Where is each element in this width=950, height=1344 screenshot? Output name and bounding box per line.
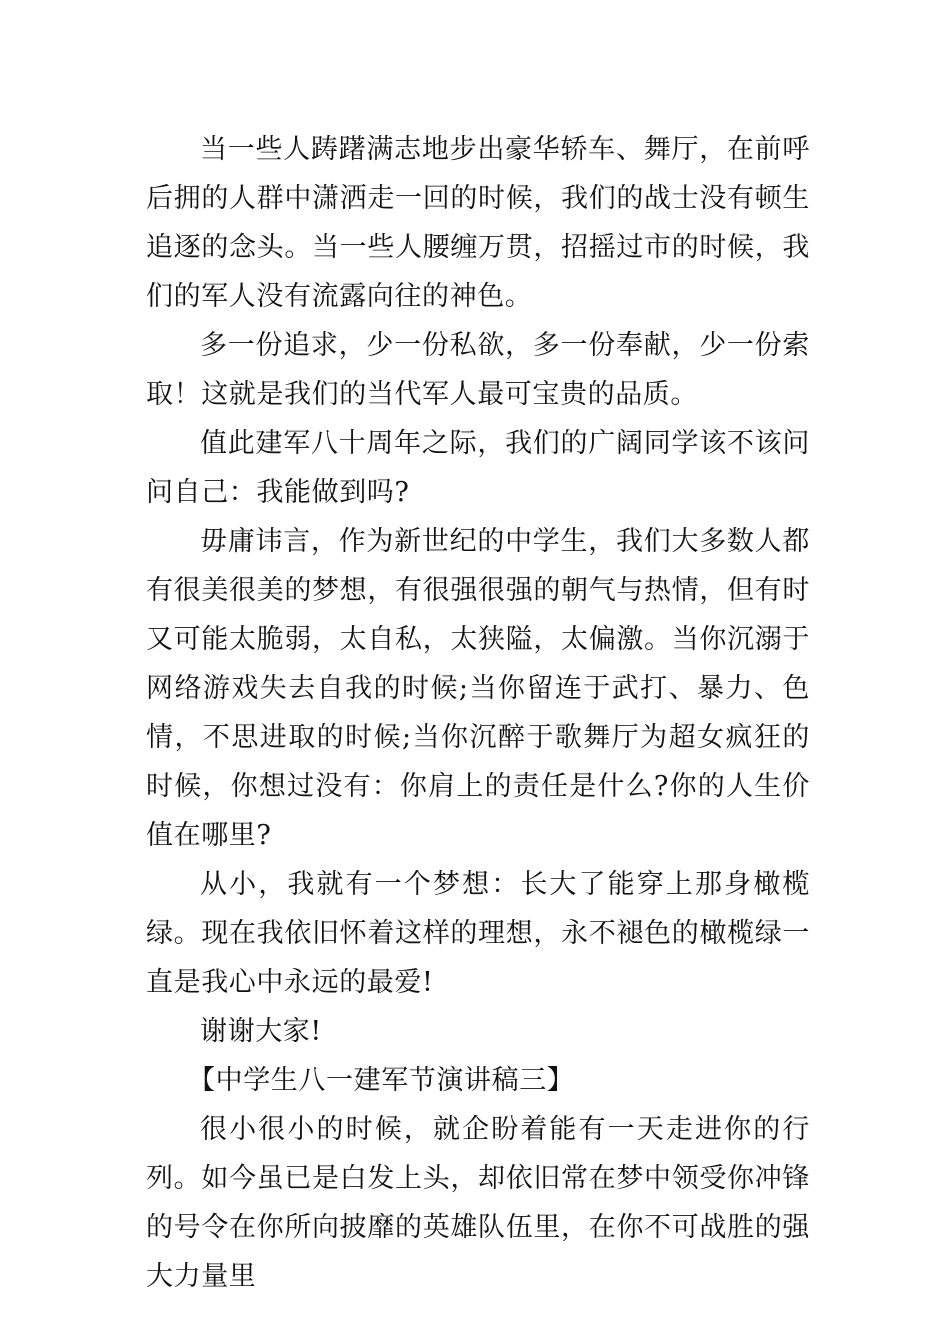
document-page bbox=[146, 125, 810, 1301]
paragraph-2: 多一份追求，少一份私欲，多一份奉献，少一份索取！这就是我们的当代军人最可宝贵的品质。 bbox=[146, 330, 810, 410]
paragraph-7: 很小很小的时候，就企盼着能有一天走进你的行列。如今虽已是白发上头，却依旧常在梦中领受你冲锋的号令在你所向披靡的英雄队伍里，在你不可战胜的强大力量里 bbox=[146, 1114, 810, 1292]
paragraph-5: 从小，我就有一个梦想：长大了能穿上那身橄榄绿。现在我依旧怀着这样的理想，永不褪色的橄榄绿一直是我心中永远的最爱! bbox=[146, 869, 810, 998]
paragraph-4: 毋庸讳言，作为新世纪的中学生，我们大多数人都有很美很美的梦想，有很强很强的朝气与热情，但有时又可能太脆弱，太自私，太狭隘，太偏激。当你沉溺于网络游戏失去自我的时候;当你留连于武打、暴力、色情，不思进取的时候;当你沉醉于歌舞厅为超女疯狂的时候，你想过没有：你肩上的责任是什么?你的人生价值在哪里? bbox=[146, 526, 810, 851]
paragraph-6: 谢谢大家! bbox=[200, 1016, 322, 1047]
paragraph-1: 当一些人踌躇满志地步出豪华轿车、舞厅，在前呼后拥的人群中潇洒走一回的时候，我们的战士没有顿生追逐的念头。当一些人腰缠万贯，招摇过市的时候，我们的军人没有流露向往的神色。 bbox=[146, 134, 810, 312]
section-heading: 【中学生八一建军节演讲稿三】 bbox=[188, 1065, 575, 1096]
paragraph-3: 值此建军八十周年之际，我们的广阔同学该不该问问自己：我能做到吗? bbox=[146, 428, 810, 508]
